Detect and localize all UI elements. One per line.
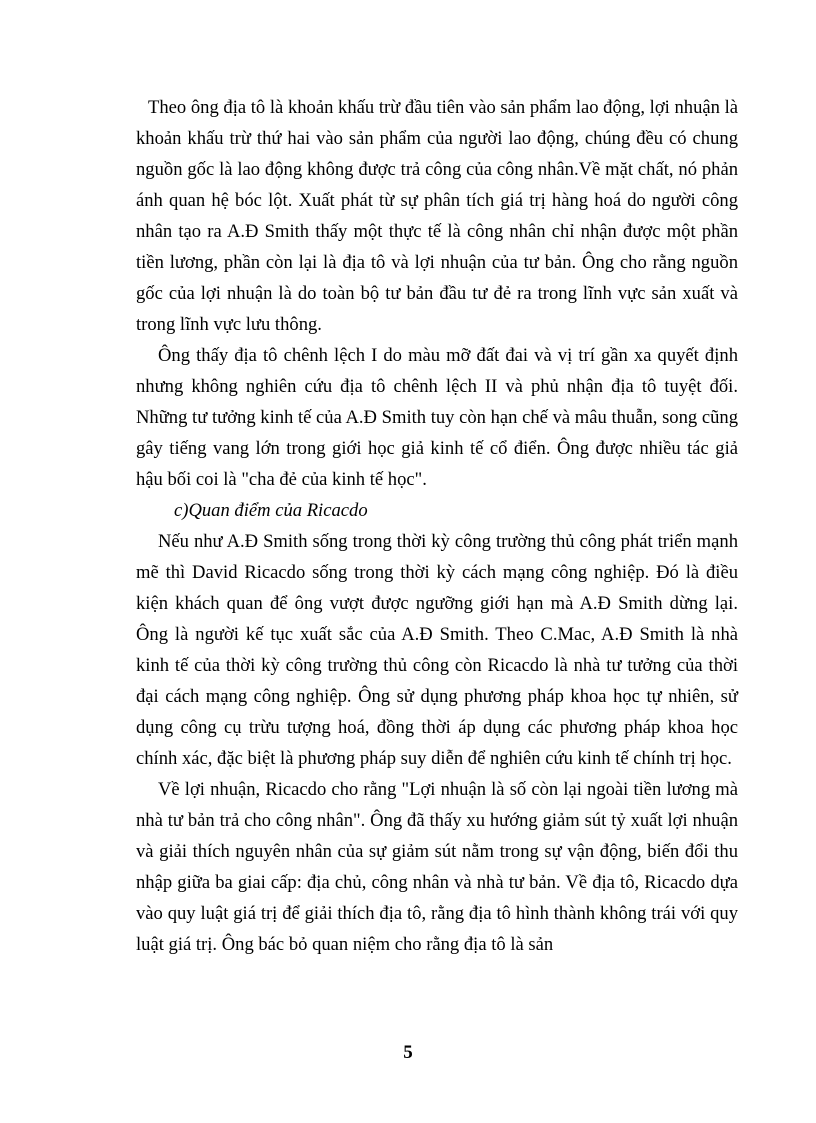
page-number: 5	[403, 1042, 413, 1063]
paragraph-ricardo-profit: Về lợi nhuận, Ricacdo cho rằng "Lợi nhuận là số còn lại ngoài tiền lương mà nhà tư bản trả cho công nhân". Ông đã thấy xu hướng giảm sút tỷ xuất lợi nhuận và giải thích nguyên nhân của sự giảm sút nằm trong sự vận động, biến đổi thu nhập giữa ba giai cấp: địa chủ, công nhân và nhà tư bản. Về địa tô, Ricacdo dựa vào quy luật giá trị để giải thích địa tô, rằng địa tô hình thành không trái với quy luật giá trị. Ông bác bỏ quan niệm cho rằng địa tô là sản	[136, 779, 738, 955]
paragraph-rent-profit: Theo ông địa tô là khoản khấu trừ đầu tiên vào sản phẩm lao động, lợi nhuận là khoản khấu trừ thứ hai vào sản phẩm của người lao động, chúng đều có chung nguồn gốc là lao động không được trả công của công nhân.Về mặt chất, nó phản ánh quan hệ bóc lột. Xuất phát từ sự phân tích giá trị hàng hoá do người công nhân tạo ra A.Đ Smith thấy một thực tế là công nhân chỉ nhận được một phần tiền lương, phần còn lại là địa tô và lợi nhuận của tư bản. Ông cho rằng nguồn gốc của lợi nhuận là do toàn bộ tư bản đầu tư đẻ ra trong lĩnh vực sản xuất và trong lĩnh vực lưu thông.	[136, 97, 738, 335]
document-page	[136, 92, 738, 960]
paragraph-differential-rent: Ông thấy địa tô chênh lệch I do màu mỡ đất đai và vị trí gần xa quyết định nhưng không nghiên cứu địa tô chênh lệch II và phủ nhận địa tô tuyệt đối. Những tư tưởng kinh tế của A.Đ Smith tuy còn hạn chế và mâu thuẫn, song cũng gây tiếng vang lớn trong giới học giả kinh tế cổ điển. Ông được nhiều tác giả hậu bối coi là "cha đẻ của kinh tế học".	[136, 345, 738, 490]
section-heading-ricardo: c)Quan điểm của Ricacdo	[174, 500, 368, 521]
paragraph-ricardo-intro: Nếu như A.Đ Smith sống trong thời kỳ công trường thủ công phát triển mạnh mẽ thì David Ricacdo sống trong thời kỳ cách mạng công nghiệp. Đó là điều kiện khách quan để ông vượt được ngưỡng giới hạn mà A.Đ Smith dừng lại. Ông là người kế tục xuất sắc của A.Đ Smith. Theo C.Mac, A.Đ Smith là nhà kinh tế của thời kỳ công trường thủ công còn Ricacdo là nhà tư tưởng của thời đại cách mạng công nghiệp. Ông sử dụng phương pháp khoa học tự nhiên, sử dụng công cụ trừu tượng hoá, đồng thời áp dụng các phương pháp khoa học chính xác, đặc biệt là phương pháp suy diễn để nghiên cứu kinh tế chính trị học.	[136, 531, 738, 769]
